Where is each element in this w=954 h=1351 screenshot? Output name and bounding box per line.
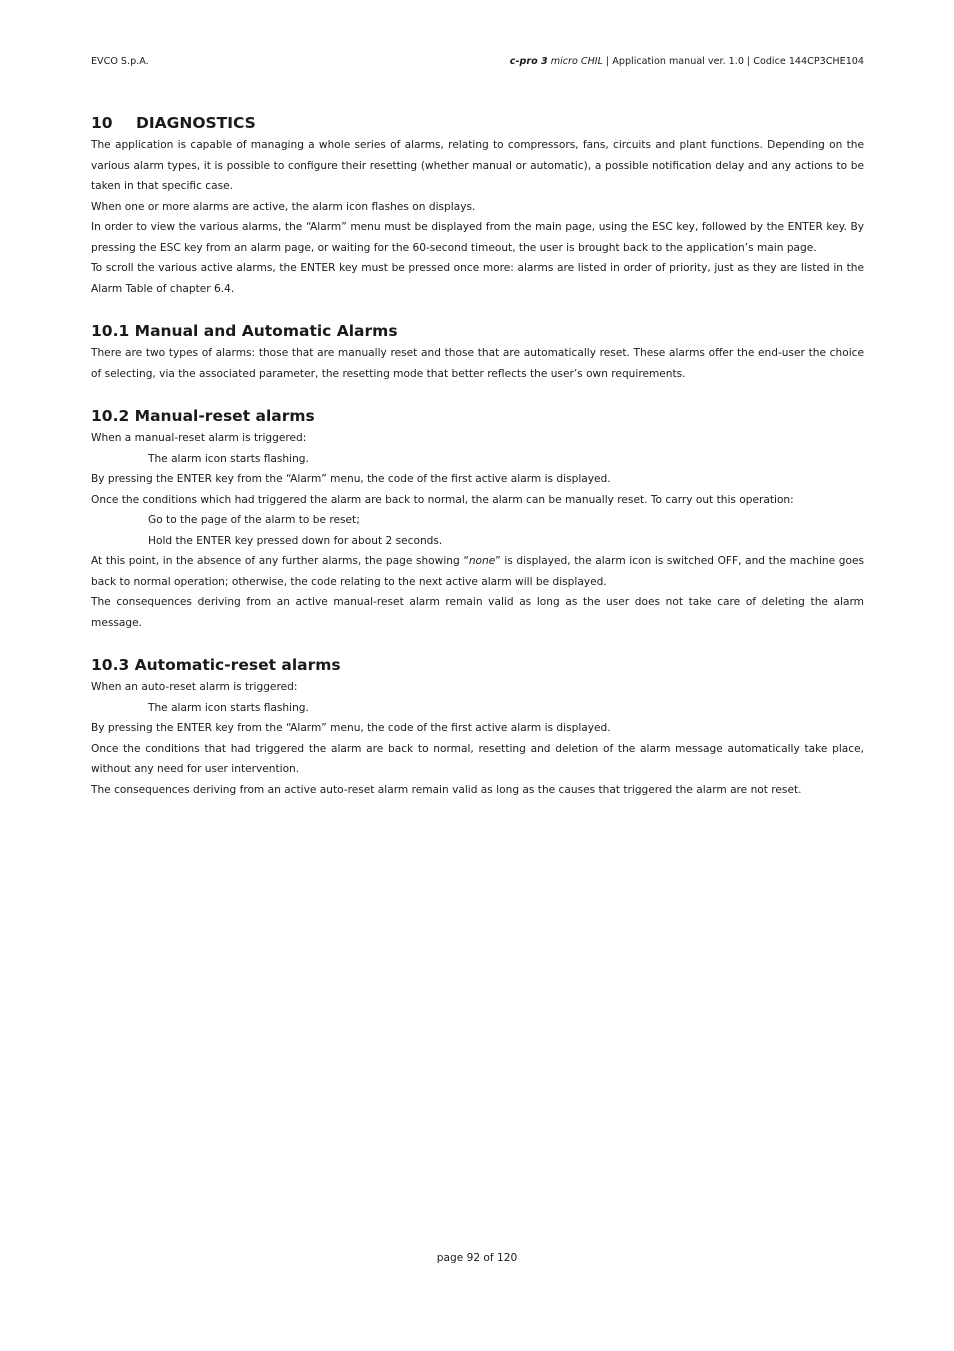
paragraph: There are two types of alarms: those that are manually reset and those that are automatically reset. These alarms offer the end-user the choice of selecting, via the associated parameter, the resetting mode that better reflects the user’s own requirements.	[91, 347, 864, 380]
section-10-heading	[91, 113, 864, 133]
paragraph: The consequences deriving from an active manual-reset alarm remain valid as long as the user does not take care of deleting the alarm message.	[91, 596, 864, 629]
text-run: At this point, in the absence of any further alarms, the page showing “	[91, 555, 469, 567]
list-item: Go to the page of the alarm to be reset;	[148, 514, 360, 526]
paragraph: In order to view the various alarms, the “Alarm” menu must be displayed from the main page, using the ESC key, followed by the ENTER key. By pressing the ESC key from an alarm page, or waiting for the 60-second timeout, the user is brought back to the application’s main page.	[91, 221, 864, 254]
page-content	[91, 113, 864, 800]
document-code: | Application manual ver. 1.0 | Codice 144CP3CHE104	[602, 56, 864, 67]
paragraph: The consequences deriving from an active auto-reset alarm remain valid as long as the causes that triggered the alarm are not reset.	[91, 783, 802, 796]
paragraph	[91, 551, 864, 592]
list-item: Hold the ENTER key pressed down for about 2 seconds.	[148, 534, 443, 547]
text-run-italic: none	[468, 555, 496, 567]
paragraph: The application is capable of managing a whole series of alarms, relating to compressors, fans, circuits and plant functions. Depending on the various alarm types, it is possible to configure their resetting (whether manual or automatic), a possible notification delay and any actions to be taken in that specific case.	[91, 139, 864, 192]
paragraph: When one or more alarms are active, the alarm icon flashes on displays.	[91, 200, 476, 213]
document-info	[510, 56, 864, 68]
paragraph: When an auto-reset alarm is triggered:	[91, 681, 298, 693]
paragraph: By pressing the ENTER key from the “Alarm” menu, the code of the first active alarm is displayed.	[91, 722, 611, 734]
list-item: The alarm icon starts flashing.	[148, 452, 309, 465]
section-10-2-heading: 10.2 Manual-reset alarms	[91, 407, 315, 425]
product-name-italic: micro CHIL	[547, 56, 603, 67]
section-10-3-heading: 10.3 Automatic-reset alarms	[91, 656, 341, 674]
company-name: EVCO S.p.A.	[91, 56, 149, 67]
section-number: 10	[91, 114, 113, 132]
product-name-bold: c-pro 3	[509, 56, 548, 67]
page-number: page 92 of 120	[436, 1252, 518, 1264]
paragraph: When a manual-reset alarm is triggered:	[91, 432, 307, 444]
paragraph: Once the conditions that had triggered the alarm are back to normal, resetting and deletion of the alarm message automatically take place, without any need for user intervention.	[91, 742, 864, 775]
section-10-1-heading: 10.1 Manual and Automatic Alarms	[91, 322, 398, 340]
list-item: The alarm icon starts flashing.	[148, 701, 309, 714]
paragraph: By pressing the ENTER key from the “Alarm” menu, the code of the first active alarm is displayed.	[91, 473, 611, 485]
paragraph: Once the conditions which had triggered the alarm are back to normal, the alarm can be manually reset. To carry out this operation:	[91, 493, 794, 506]
text-run: ” is displayed, the alarm icon is switched OFF, and the machine goes back to normal operation; otherwise, the code relating to the next active alarm will be displayed.	[91, 555, 864, 588]
paragraph: To scroll the various active alarms, the ENTER key must be pressed once more: alarms are listed in order of priority, just as they are listed in the Alarm Table of chapter 6.4.	[91, 262, 864, 295]
section-title: DIAGNOSTICS	[136, 114, 256, 132]
page-footer	[0, 1251, 954, 1265]
